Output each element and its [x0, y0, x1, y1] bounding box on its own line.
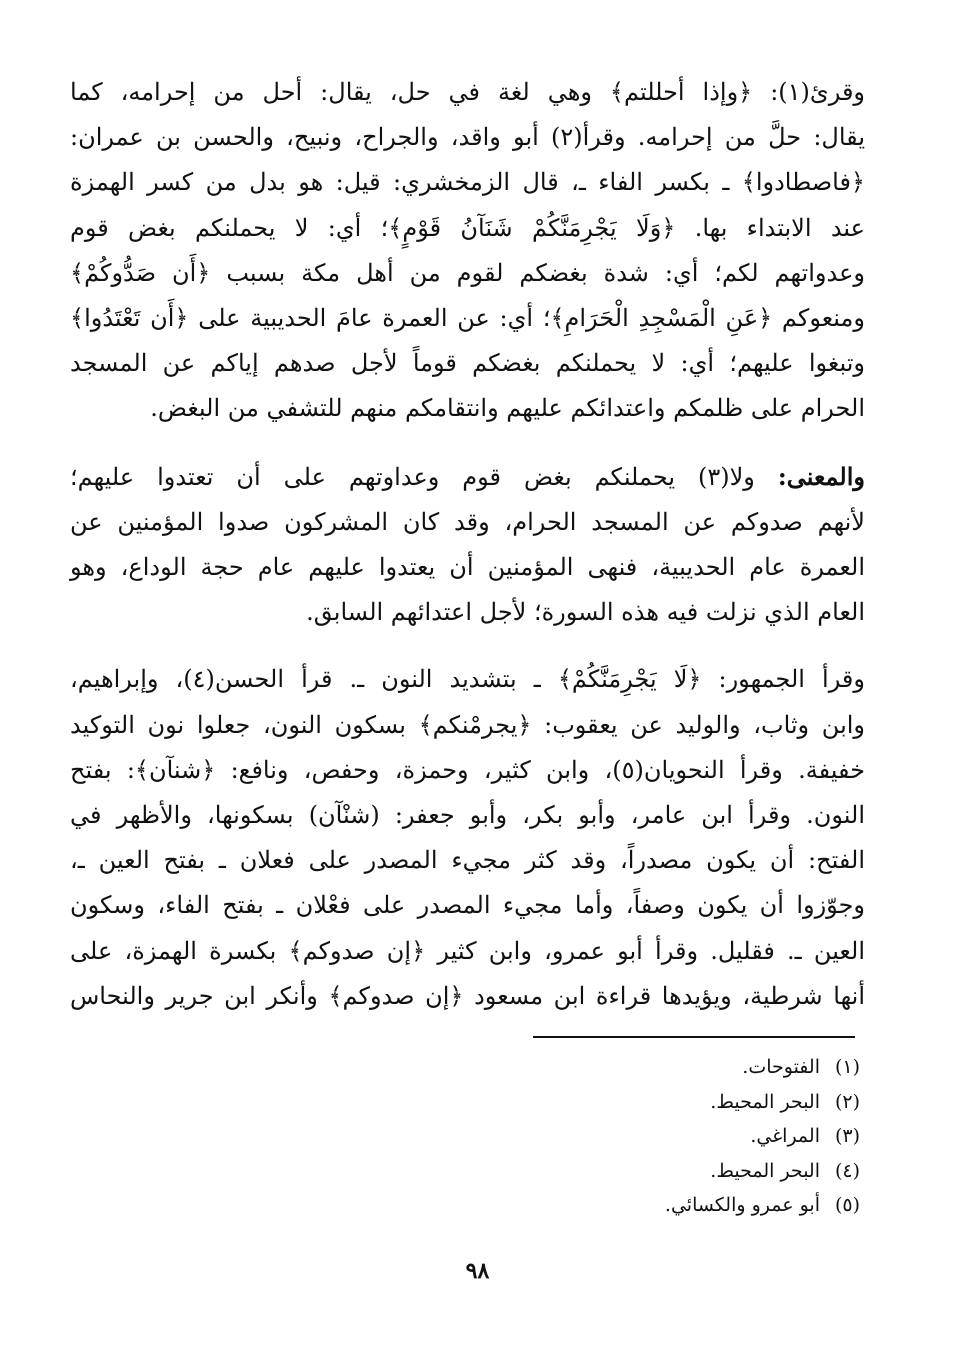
text-line: وابن وثاب، والوليد عن يعقوب: ﴿يجرمْنكم﴾ بسكون النون، جعلوا نون التوكيد — [70, 710, 865, 739]
page-number: ٩٨ — [465, 1258, 490, 1284]
footnote-text: الفتوحات. — [742, 1056, 820, 1078]
paragraph-3 — [70, 657, 865, 1019]
text-line: عند الابتداء بها. ﴿وَلَا يَجْرِمَنَّكُمْ شَنَآنُ قَوْمٍ﴾؛ أي: لا يحملنكم بغض قوم — [70, 213, 865, 242]
text-line: الفتح: أن يكون مصدراً، وقد كثر مجيء المصدر على فعلان ـ بفتح العين ـ، — [70, 846, 865, 875]
text-line: وقرئ(١): ﴿وإذا أحللتم﴾ وهي لغة في حل، يقال: أحل من إحرامه، كما — [70, 78, 865, 106]
text-line: خفيفة. وقرأ النحويان(٥)، وابن كثير، وحمزة، وحفص، ونافع: ﴿شنآن﴾: بفتح — [70, 755, 865, 784]
text-line: ﴿فاصطادوا﴾ ـ بكسر الفاء ـ، قال الزمخشري: قيل: هو بدل من كسر الهمزة — [70, 168, 865, 197]
footnote-item — [500, 1154, 860, 1189]
footnote-number: (١) — [834, 1056, 860, 1078]
footnote-divider — [533, 1036, 855, 1038]
text-line: لأنهم صدوكم عن المسجد الحرام، وقد كان المشركون صدوا المؤمنين عن — [70, 507, 865, 536]
footnote-item — [500, 1050, 860, 1085]
footnote-text: المراغي. — [750, 1125, 820, 1147]
text-line: النون. وقرأ ابن عامر، وأبو بكر، وأبو جعفر: (شنْآن) بسكونها، والأظهر في — [70, 801, 865, 830]
footnote-item — [500, 1188, 860, 1223]
text-line: العين ـ. فقليل. وقرأ أبو عمرو، وابن كثير ﴿إن صدوكم﴾ بكسرة الهمزة، على — [70, 936, 865, 965]
text-line: وقرأ الجمهور: ﴿لَا يَجْرِمَنَّكُمْ﴾ ـ بتشديد النون ـ. قرأ الحسن(٤)، وإبراهيم، — [70, 665, 865, 694]
paragraph-1 — [70, 70, 865, 432]
footnote-number: (٤) — [834, 1159, 860, 1182]
text-line: وتبغوا عليهم؛ أي: لا يحملنكم بغضكم قوماً لأجل صدهم إياكم عن المسجد — [70, 349, 865, 378]
text-line: الحرام على ظلمكم واعتدائكم عليهم وانتقامكم منهم للتشفي من البغض. — [150, 394, 865, 423]
paragraph-lead-word: والمعنى: — [777, 461, 865, 491]
text-run: ولا(٣) يحملنكم بغض قوم وعداوتهم على أن تعتدوا عليهم؛ — [70, 462, 778, 491]
footnote-text: أبو عمرو والكسائي. — [664, 1194, 820, 1216]
text-line: العمرة عام الحديبية، فنهى المؤمنين أن يعتدوا عليهم عام حجة الوداع، وهو — [70, 553, 865, 582]
footnote-number: (٣) — [834, 1125, 860, 1147]
text-line: العام الذي نزلت فيه هذه السورة؛ لأجل اعتدائهم السابق. — [306, 598, 865, 627]
footnotes — [500, 1050, 860, 1223]
text-line: وعدواتهم لكم؛ أي: شدة بغضكم لقوم من أهل مكة بسبب ﴿أَن صَدُّوكُمْ﴾ — [70, 258, 865, 287]
footnote-text: البحر المحيط. — [710, 1090, 820, 1113]
footnote-item — [500, 1085, 860, 1120]
footnote-text: البحر المحيط. — [710, 1159, 820, 1182]
text-line — [70, 454, 865, 500]
footnote-number: (٥) — [834, 1194, 860, 1216]
text-line: ومنعوكم ﴿عَنِ الْمَسْجِدِ الْحَرَامِ﴾؛ أي: عن العمرة عامَ الحديبية على ﴿أَن تَعْتَدُوا﴾ — [70, 304, 865, 333]
text-line: وجوّزوا أن يكون وصفاً، وأما مجيء المصدر على فعْلان ـ بفتح الفاء، وسكون — [70, 891, 865, 920]
footnote-item — [500, 1119, 860, 1154]
text-line: أنها شرطية، ويؤيدها قراءة ابن مسعود ﴿إن صدوكم﴾ وأنكر ابن جرير والنحاس — [70, 981, 865, 1010]
page-body — [70, 70, 865, 1041]
paragraph-2 — [70, 454, 865, 636]
footnote-number: (٢) — [834, 1090, 860, 1113]
text-line: يقال: حلَّ من إحرامه. وقرأ(٢) أبو واقد، والجراح، ونبيح، والحسن بن عمران: — [70, 123, 865, 152]
